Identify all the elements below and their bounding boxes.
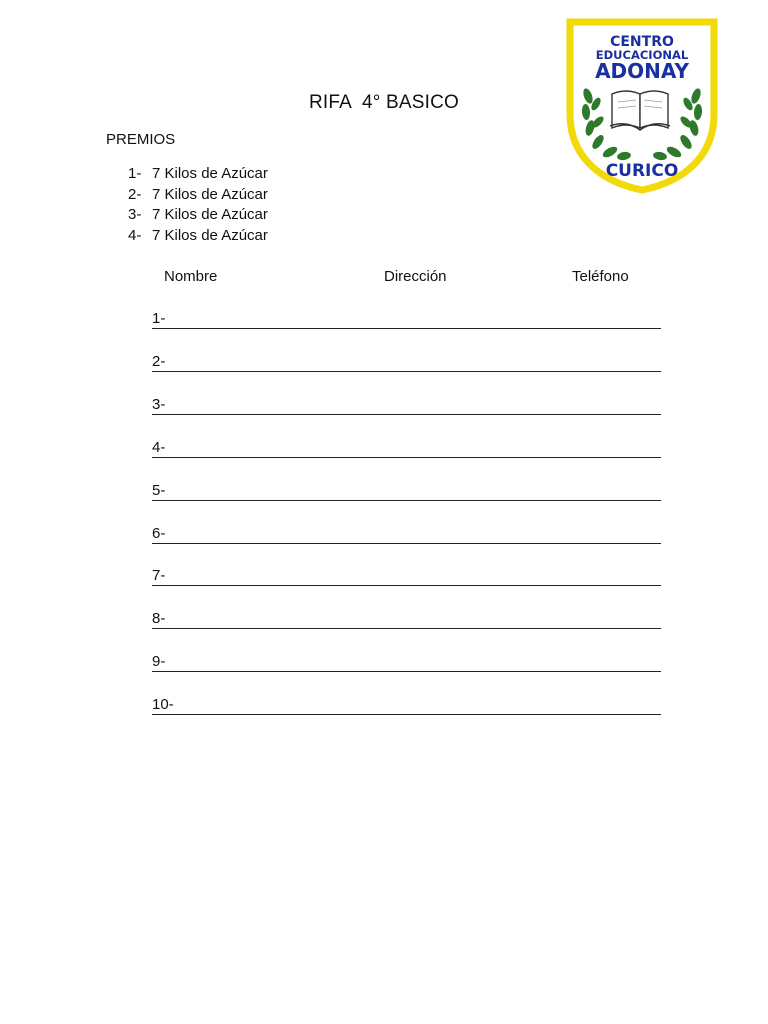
- prize-text: 7 Kilos de Azúcar: [152, 227, 268, 245]
- prize-item: [128, 205, 268, 226]
- prize-number: 3-: [128, 206, 142, 224]
- entry-line[interactable]: [152, 308, 661, 329]
- column-header-telefono: Teléfono: [572, 268, 629, 285]
- prize-item: [128, 185, 268, 206]
- entry-line[interactable]: [152, 394, 661, 415]
- prize-item: [128, 226, 268, 247]
- prize-text: 7 Kilos de Azúcar: [152, 165, 268, 182]
- column-header-direccion: Dirección: [384, 268, 447, 285]
- entry-line[interactable]: [152, 351, 661, 372]
- entry-line[interactable]: [152, 523, 661, 544]
- entry-number: 3-: [152, 396, 166, 413]
- entry-line[interactable]: [152, 651, 661, 672]
- page-title: RIFA 4° BASICO: [309, 92, 459, 113]
- column-header-nombre: Nombre: [164, 268, 218, 285]
- entry-number: 7-: [152, 567, 166, 584]
- entry-line[interactable]: [152, 480, 661, 501]
- prizes-label: PREMIOS: [106, 131, 176, 148]
- entry-number: 10-: [152, 696, 174, 713]
- prize-list: [128, 164, 268, 247]
- crest-bottom-text: CURICO: [605, 161, 679, 181]
- prize-text: 7 Kilos de Azúcar: [152, 206, 268, 224]
- book-icon: [610, 91, 670, 130]
- entry-number: 5-: [152, 482, 166, 499]
- entry-number: 9-: [152, 653, 166, 670]
- crest-line2: EDUCACIONAL: [595, 48, 689, 62]
- entry-number: 8-: [152, 610, 166, 627]
- entry-number: 1-: [152, 310, 166, 327]
- prize-text: 7 Kilos de Azúcar: [152, 185, 268, 203]
- entry-line[interactable]: [152, 437, 661, 458]
- crest-line3: ADONAY: [595, 59, 689, 83]
- entry-line[interactable]: [152, 608, 661, 629]
- prize-number: 4-: [128, 227, 142, 245]
- entry-line[interactable]: [152, 694, 661, 715]
- entry-line[interactable]: [152, 565, 661, 586]
- prize-number: 2-: [128, 185, 142, 203]
- prize-item: [128, 164, 268, 185]
- prize-number: 1-: [128, 165, 142, 182]
- entry-number: 6-: [152, 525, 166, 542]
- crest-line1: CENTRO: [610, 34, 674, 50]
- entry-number: 4-: [152, 439, 166, 456]
- entry-number: 2-: [152, 353, 166, 370]
- school-crest-logo: [566, 18, 718, 194]
